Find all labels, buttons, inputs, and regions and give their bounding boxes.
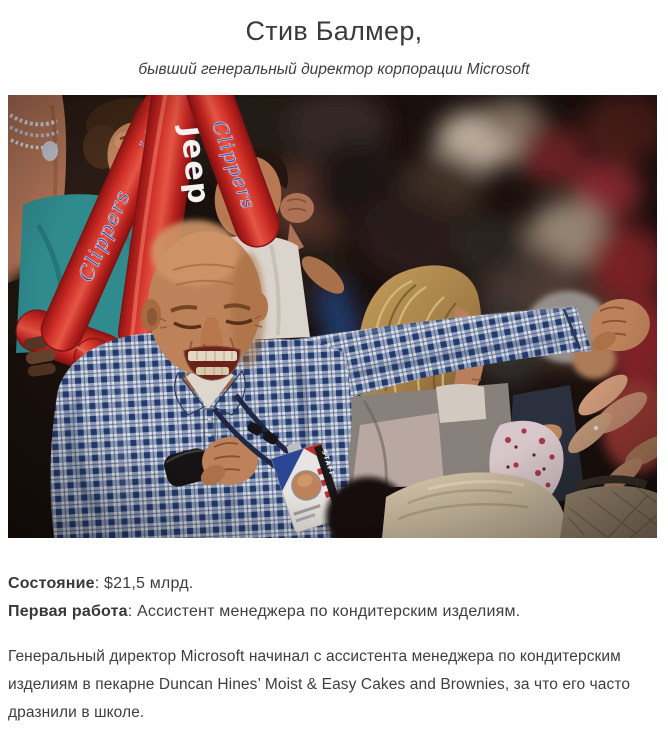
fact-net-worth-value: : $21,5 млрд. — [94, 575, 194, 592]
body-paragraph: Генеральный директор Microsoft начинал с ассистента менеджера по кондитерским изделиям в пекарне Duncan Hines’ Moist & Easy Cakes and Brownies, за что его часто дразнили в школе. — [8, 648, 631, 721]
facts-block — [8, 570, 660, 626]
fact-first-job-label: Первая работа — [8, 603, 128, 620]
ballmer-photo — [8, 95, 657, 538]
fact-first-job-value: : Ассистент менеджера по кондитерским изделиям. — [127, 603, 521, 620]
fact-first-job — [8, 598, 660, 626]
warm-tint-overlay — [8, 95, 657, 538]
page-title: Стив Балмер, — [245, 16, 423, 46]
fact-net-worth-label: Состояние — [8, 575, 95, 592]
fact-net-worth — [8, 570, 660, 598]
page-subtitle: бывший генеральный директор корпорации Microsoft — [138, 61, 530, 78]
